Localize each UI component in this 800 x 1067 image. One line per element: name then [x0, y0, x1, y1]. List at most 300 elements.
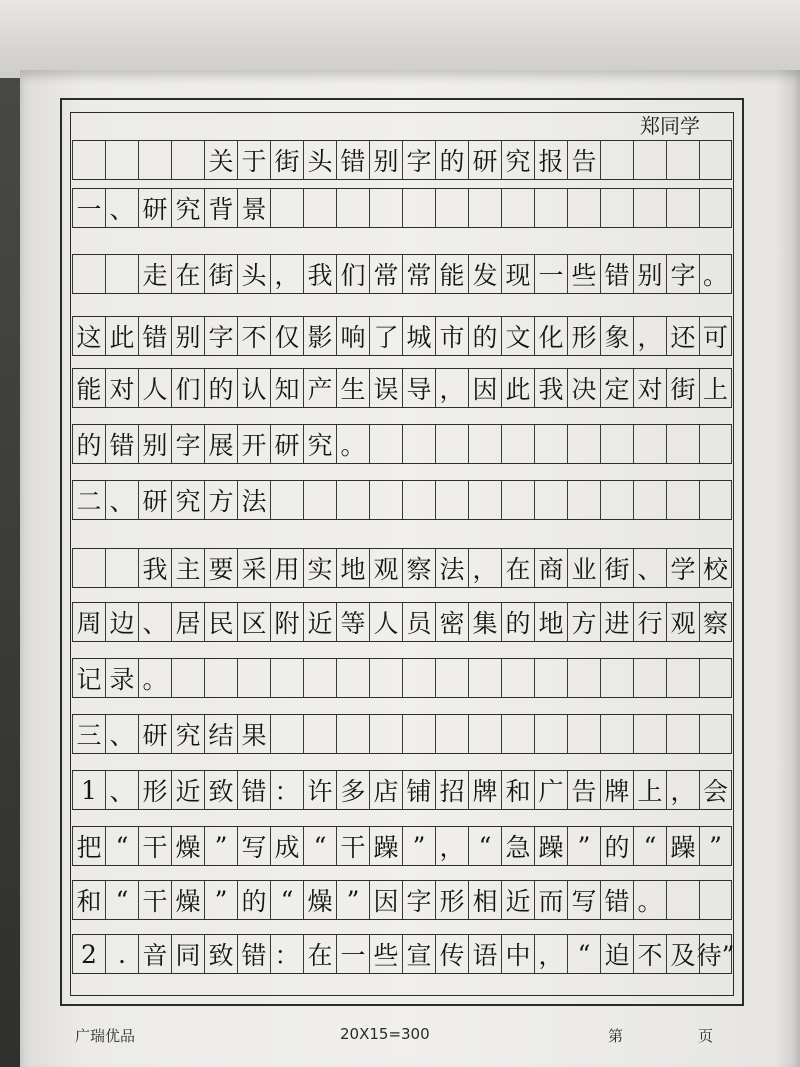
grid-cell: ” — [336, 881, 369, 919]
grid-cell — [105, 255, 138, 293]
grid-cell: 相 — [468, 881, 501, 919]
grid-cell: 法 — [435, 549, 468, 587]
grid-cell — [600, 189, 633, 227]
grid-cell: ” — [699, 827, 732, 865]
grid-cell: 街 — [204, 255, 237, 293]
grid-cell — [468, 715, 501, 753]
grid-cell — [369, 481, 402, 519]
grid-cell: 的 — [204, 369, 237, 407]
grid-cell: 错 — [105, 425, 138, 463]
grid-cell — [105, 549, 138, 587]
grid-cell — [600, 715, 633, 753]
grid-cell: 干 — [138, 881, 171, 919]
grid-cell: “ — [567, 935, 600, 973]
grid-cell: 致 — [204, 771, 237, 809]
grid-cell: 在 — [171, 255, 204, 293]
grid-cell: 开 — [237, 425, 270, 463]
grid-cell — [435, 189, 468, 227]
grid-cell: ” — [204, 827, 237, 865]
grid-cell: 察 — [402, 549, 435, 587]
grid-cell: ” — [204, 881, 237, 919]
grid-cell — [600, 481, 633, 519]
grid-cell: 、 — [105, 189, 138, 227]
grid-cell: 研 — [138, 189, 171, 227]
grid-cell: 别 — [369, 141, 402, 179]
grid-row — [72, 254, 732, 294]
grid-cell: 这 — [72, 317, 105, 355]
grid-cell: 响 — [336, 317, 369, 355]
grid-cell: 中 — [501, 935, 534, 973]
grid-cell — [402, 481, 435, 519]
grid-cell — [303, 481, 336, 519]
grid-cell: 方 — [204, 481, 237, 519]
grid-cell: 的 — [600, 827, 633, 865]
grid-cell — [567, 659, 600, 697]
grid-cell: 传 — [435, 935, 468, 973]
grid-cell: 多 — [336, 771, 369, 809]
grid-cell: 因 — [369, 881, 402, 919]
grid-cell: 于 — [237, 141, 270, 179]
grid-cell: 员 — [402, 603, 435, 641]
grid-cell: 和 — [501, 771, 534, 809]
grid-row — [72, 480, 732, 520]
grid-cell — [633, 425, 666, 463]
grid-cell — [567, 189, 600, 227]
grid-cell: 街 — [270, 141, 303, 179]
grid-cell: 1 — [72, 771, 105, 809]
grid-cell: 的 — [435, 141, 468, 179]
grid-cell: 产 — [303, 369, 336, 407]
grid-cell: 观 — [369, 549, 402, 587]
grid-cell: 头 — [303, 141, 336, 179]
grid-cell: “ — [303, 827, 336, 865]
grid-cell: 究 — [501, 141, 534, 179]
grid-cell — [336, 659, 369, 697]
grid-cell: 常 — [402, 255, 435, 293]
grid-cell: 了 — [369, 317, 402, 355]
grid-cell: 观 — [666, 603, 699, 641]
grid-cell: 待” — [699, 935, 732, 973]
grid-cell: 究 — [171, 189, 204, 227]
grid-cell: 字 — [204, 317, 237, 355]
grid-cell: 字 — [402, 141, 435, 179]
grid-cell: 展 — [204, 425, 237, 463]
grid-cell: 要 — [204, 549, 237, 587]
grid-cell — [402, 425, 435, 463]
grid-cell: 、 — [105, 771, 138, 809]
grid-cell: 和 — [72, 881, 105, 919]
grid-cell: ， — [270, 255, 303, 293]
grid-cell — [633, 481, 666, 519]
grid-cell: 干 — [138, 827, 171, 865]
grid-cell: 。 — [699, 255, 732, 293]
grid-cell: 干 — [336, 827, 369, 865]
grid-cell: 文 — [501, 317, 534, 355]
grid-row — [72, 140, 732, 180]
grid-cell: 此 — [105, 317, 138, 355]
grid-cell: 影 — [303, 317, 336, 355]
grid-cell: 景 — [237, 189, 270, 227]
grid-cell: 录 — [105, 659, 138, 697]
grid-cell: 写 — [567, 881, 600, 919]
grid-cell: 究 — [303, 425, 336, 463]
grid-row — [72, 714, 732, 754]
grid-cell — [369, 715, 402, 753]
grid-cell — [435, 715, 468, 753]
grid-cell: 对 — [633, 369, 666, 407]
grid-cell: 商 — [534, 549, 567, 587]
grid-cell: 民 — [204, 603, 237, 641]
grid-cell: 语 — [468, 935, 501, 973]
grid-cell: 。 — [138, 659, 171, 697]
grid-cell: ， — [435, 369, 468, 407]
grid-cell: 研 — [270, 425, 303, 463]
grid-cell — [567, 715, 600, 753]
grid-cell: 城 — [402, 317, 435, 355]
grid-row — [72, 770, 732, 810]
grid-cell — [270, 189, 303, 227]
grid-cell: 走 — [138, 255, 171, 293]
grid-cell — [567, 425, 600, 463]
grid-cell: 些 — [369, 935, 402, 973]
grid-cell: 迫 — [600, 935, 633, 973]
grid-cell: 可 — [699, 317, 732, 355]
grid-cell — [237, 659, 270, 697]
grid-cell — [600, 659, 633, 697]
grid-cell: 居 — [171, 603, 204, 641]
grid-cell — [303, 715, 336, 753]
grid-cell: 写 — [237, 827, 270, 865]
grid-cell: 地 — [534, 603, 567, 641]
grid-cell: 们 — [336, 255, 369, 293]
grid-cell: 一 — [534, 255, 567, 293]
grid-cell: 业 — [567, 549, 600, 587]
grid-cell — [633, 141, 666, 179]
grid-row — [72, 880, 732, 920]
grid-cell: “ — [105, 827, 138, 865]
grid-cell: 、 — [138, 603, 171, 641]
grid-row — [72, 658, 732, 698]
grid-cell — [336, 189, 369, 227]
grid-cell: 致 — [204, 935, 237, 973]
grid-cell: 音 — [138, 935, 171, 973]
grid-cell — [666, 881, 699, 919]
footer-brand: 广瑞优品 — [75, 1027, 136, 1045]
grid-cell: 们 — [171, 369, 204, 407]
grid-cell: 记 — [72, 659, 105, 697]
grid-cell: 宣 — [402, 935, 435, 973]
grid-cell: 不 — [633, 935, 666, 973]
grid-cell — [600, 141, 633, 179]
grid-cell: 生 — [336, 369, 369, 407]
grid-cell: ” — [567, 827, 600, 865]
grid-cell — [171, 141, 204, 179]
grid-cell: 躁 — [666, 827, 699, 865]
grid-cell: 化 — [534, 317, 567, 355]
grid-cell: 街 — [600, 549, 633, 587]
grid-cell: 决 — [567, 369, 600, 407]
grid-cell: 近 — [501, 881, 534, 919]
grid-cell: “ — [633, 827, 666, 865]
grid-cell: 上 — [633, 771, 666, 809]
grid-cell: 近 — [303, 603, 336, 641]
grid-cell: 告 — [567, 141, 600, 179]
grid-cell: 的 — [237, 881, 270, 919]
grid-cell: 果 — [237, 715, 270, 753]
grid-cell: ， — [435, 827, 468, 865]
grid-cell — [468, 425, 501, 463]
grid-cell — [699, 425, 732, 463]
grid-row — [72, 602, 732, 642]
grid-cell — [270, 715, 303, 753]
grid-cell: 错 — [138, 317, 171, 355]
grid-cell — [435, 659, 468, 697]
grid-cell: 牌 — [468, 771, 501, 809]
grid-cell: 错 — [600, 881, 633, 919]
grid-cell: 而 — [534, 881, 567, 919]
grid-cell: 别 — [171, 317, 204, 355]
grid-cell: 边 — [105, 603, 138, 641]
grid-cell: 头 — [237, 255, 270, 293]
grid-cell: 究 — [171, 481, 204, 519]
grid-cell: 因 — [468, 369, 501, 407]
grid-cell — [468, 659, 501, 697]
grid-cell — [567, 481, 600, 519]
grid-cell: 地 — [336, 549, 369, 587]
grid-cell: 字 — [171, 425, 204, 463]
grid-cell: 常 — [369, 255, 402, 293]
grid-cell: 报 — [534, 141, 567, 179]
grid-cell: ” — [402, 827, 435, 865]
grid-cell — [138, 141, 171, 179]
grid-cell — [633, 659, 666, 697]
grid-cell: 、 — [633, 549, 666, 587]
grid-cell: 成 — [270, 827, 303, 865]
grid-cell — [666, 715, 699, 753]
grid-cell: 主 — [171, 549, 204, 587]
grid-cell — [666, 659, 699, 697]
footer-page-label: 第 — [608, 1027, 624, 1045]
grid-cell: 在 — [501, 549, 534, 587]
grid-cell: 现 — [501, 255, 534, 293]
grid-cell: 招 — [435, 771, 468, 809]
grid-cell: 店 — [369, 771, 402, 809]
grid-cell: 背 — [204, 189, 237, 227]
notebook-binding — [0, 0, 800, 78]
grid-cell: 仅 — [270, 317, 303, 355]
grid-cell — [303, 189, 336, 227]
grid-cell: 燥 — [171, 827, 204, 865]
grid-cell — [534, 659, 567, 697]
grid-cell: 我 — [303, 255, 336, 293]
grid-cell — [666, 141, 699, 179]
grid-cell — [72, 255, 105, 293]
grid-cell: 法 — [237, 481, 270, 519]
grid-row — [72, 826, 732, 866]
grid-cell — [699, 659, 732, 697]
grid-cell: 知 — [270, 369, 303, 407]
grid-cell: 告 — [567, 771, 600, 809]
grid-cell — [402, 659, 435, 697]
grid-cell — [270, 659, 303, 697]
grid-cell: 燥 — [303, 881, 336, 919]
grid-cell: 学 — [666, 549, 699, 587]
grid-cell: 同 — [171, 935, 204, 973]
grid-cell: “ — [468, 827, 501, 865]
grid-cell: 上 — [699, 369, 732, 407]
grid-cell: ， — [534, 935, 567, 973]
grid-cell: 形 — [435, 881, 468, 919]
grid-cell: 人 — [138, 369, 171, 407]
author-signature: 郑同学 — [640, 114, 700, 138]
grid-cell: 结 — [204, 715, 237, 753]
grid-cell — [534, 425, 567, 463]
grid-cell: 及 — [666, 935, 699, 973]
grid-cell: . — [105, 935, 138, 973]
grid-cell — [72, 141, 105, 179]
grid-cell — [501, 715, 534, 753]
grid-cell — [270, 481, 303, 519]
grid-cell — [666, 189, 699, 227]
grid-cell: 附 — [270, 603, 303, 641]
grid-cell: 研 — [138, 481, 171, 519]
grid-cell: 些 — [567, 255, 600, 293]
grid-cell — [501, 189, 534, 227]
grid-cell — [369, 659, 402, 697]
grid-cell: 许 — [303, 771, 336, 809]
grid-cell: 铺 — [402, 771, 435, 809]
grid-cell — [534, 481, 567, 519]
grid-cell — [171, 659, 204, 697]
grid-row — [72, 934, 735, 974]
grid-cell: 发 — [468, 255, 501, 293]
grid-cell: 、 — [105, 481, 138, 519]
grid-cell: ， — [666, 771, 699, 809]
grid-cell: 会 — [699, 771, 732, 809]
grid-cell — [699, 481, 732, 519]
grid-cell: 象 — [600, 317, 633, 355]
grid-cell: 误 — [369, 369, 402, 407]
grid-cell — [633, 189, 666, 227]
grid-cell: 。 — [633, 881, 666, 919]
grid-cell: 错 — [600, 255, 633, 293]
grid-cell: 在 — [303, 935, 336, 973]
grid-row — [72, 548, 732, 588]
footer-grid-spec: 20X15=300 — [340, 1025, 430, 1043]
grid-cell: 形 — [567, 317, 600, 355]
grid-cell: 采 — [237, 549, 270, 587]
grid-cell: 我 — [138, 549, 171, 587]
grid-cell: 、 — [105, 715, 138, 753]
grid-cell: 的 — [501, 603, 534, 641]
grid-cell: 方 — [567, 603, 600, 641]
grid-cell: 校 — [699, 549, 732, 587]
grid-cell — [666, 481, 699, 519]
grid-cell: 街 — [666, 369, 699, 407]
grid-cell: 周 — [72, 603, 105, 641]
grid-cell: 进 — [600, 603, 633, 641]
grid-cell — [501, 659, 534, 697]
grid-cell: 字 — [666, 255, 699, 293]
grid-cell: ， — [468, 549, 501, 587]
grid-cell: 近 — [171, 771, 204, 809]
grid-cell — [369, 189, 402, 227]
grid-cell — [72, 549, 105, 587]
grid-cell: 能 — [72, 369, 105, 407]
grid-cell — [699, 881, 732, 919]
grid-cell: 市 — [435, 317, 468, 355]
grid-cell: 牌 — [600, 771, 633, 809]
grid-cell: 2 — [72, 935, 105, 973]
grid-cell: 认 — [237, 369, 270, 407]
grid-cell: ： — [270, 935, 303, 973]
grid-cell: 的 — [72, 425, 105, 463]
grid-cell — [435, 425, 468, 463]
grid-cell: 急 — [501, 827, 534, 865]
grid-cell — [699, 715, 732, 753]
grid-cell — [402, 189, 435, 227]
grid-cell: 躁 — [369, 827, 402, 865]
grid-cell — [468, 189, 501, 227]
grid-cell: 关 — [204, 141, 237, 179]
grid-cell — [435, 481, 468, 519]
grid-cell — [501, 425, 534, 463]
grid-cell: “ — [270, 881, 303, 919]
grid-cell: 此 — [501, 369, 534, 407]
grid-row — [72, 188, 732, 228]
grid-cell: 察 — [699, 603, 732, 641]
grid-cell: 别 — [633, 255, 666, 293]
grid-cell: 字 — [402, 881, 435, 919]
grid-cell: 导 — [402, 369, 435, 407]
grid-cell: 等 — [336, 603, 369, 641]
grid-cell: 集 — [468, 603, 501, 641]
grid-cell: 三 — [72, 715, 105, 753]
grid-cell — [534, 189, 567, 227]
grid-cell: 形 — [138, 771, 171, 809]
grid-cell: 不 — [237, 317, 270, 355]
grid-cell: 错 — [237, 935, 270, 973]
grid-cell: 究 — [171, 715, 204, 753]
grid-cell — [666, 425, 699, 463]
grid-cell — [633, 715, 666, 753]
grid-cell: 区 — [237, 603, 270, 641]
grid-cell: 躁 — [534, 827, 567, 865]
grid-cell: 的 — [468, 317, 501, 355]
grid-cell: 广 — [534, 771, 567, 809]
grid-cell — [105, 141, 138, 179]
grid-cell: 二 — [72, 481, 105, 519]
grid-row — [72, 368, 732, 408]
grid-cell: 人 — [369, 603, 402, 641]
grid-cell: 定 — [600, 369, 633, 407]
page-shadow — [776, 70, 800, 1067]
grid-cell: 别 — [138, 425, 171, 463]
grid-cell: 能 — [435, 255, 468, 293]
grid-cell: 燥 — [171, 881, 204, 919]
grid-cell: 研 — [468, 141, 501, 179]
grid-row — [72, 316, 732, 356]
grid-cell — [468, 481, 501, 519]
grid-cell: 一 — [72, 189, 105, 227]
grid-cell — [204, 659, 237, 697]
grid-cell: 。 — [336, 425, 369, 463]
grid-cell: 我 — [534, 369, 567, 407]
grid-cell — [336, 481, 369, 519]
grid-cell: 还 — [666, 317, 699, 355]
grid-cell: ： — [270, 771, 303, 809]
grid-cell: ， — [633, 317, 666, 355]
